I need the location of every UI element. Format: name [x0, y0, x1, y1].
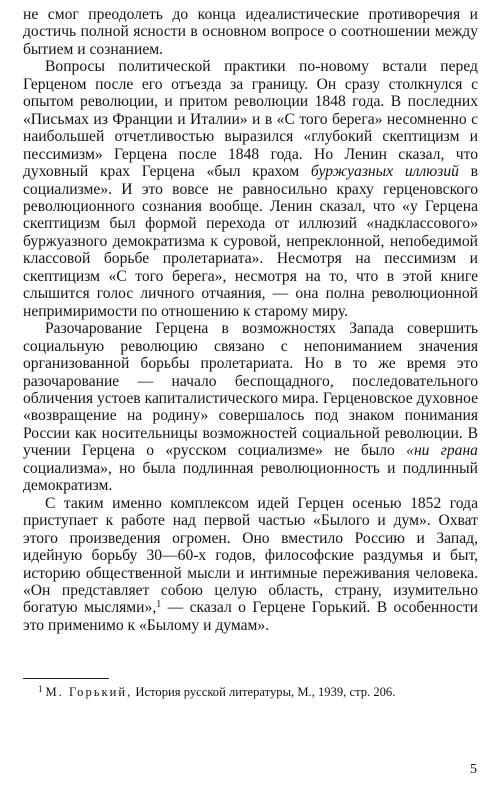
paragraph-3	[23, 320, 478, 495]
paragraph-3-text-a: Разочарование Герцена в возможностях Запада совершить социальную революцию связано с непониманием значения организованной борьбы пролетариата. Но в то же время это разочарование — начало беспощадного, последовательного обличения устоев капиталистического мира. Герценовское духовное «возвращение на родину» совершалось под знаком понимания России как носительницы возможностей социальной революции. В учении Герцена о «русском социализме» не было	[23, 320, 478, 460]
page-number: 5	[470, 762, 477, 777]
footnote-number: 1	[38, 684, 43, 694]
paragraph-2	[23, 58, 478, 320]
paragraph-3-text-b: социализма», но была подлинная революционность и подлинный демократизм.	[23, 459, 478, 495]
footnote-reference[interactable]: 1	[156, 599, 162, 611]
paragraph-2-text-a: Вопросы политической практики по-новому встали перед Герценом после его отъезда за границу. Он сразу столкнулся с опытом революции, и притом революции 1848 года. В последних «Письмах из Франции и Италии» и в «С того берега» несомненно с наибольшей отчетливостью выразился «глубокий скептицизм и пессимизм» Герцена после 1848 года. Но Ленин сказал, что духовный крах Герцена «был крахом	[23, 58, 478, 181]
paragraph-1	[23, 6, 478, 58]
paragraph-2-text-b: в социализме». И это вовсе не равносильно краху герценовского революционного сознания вообще. Ленин сказал, что «у Герцена скептицизм был формой перехода от иллюзий «надклассового» буржуазного демократизма к суровой, непреклонной, непобедимой классовой борьбе пролетариата». Несмотря на пессимизм и скептицизм «С того берега», несмотря на то, что в этой книге слышится голос личного отчаяния, — она полна революционной непримиримости по отношению к старому миру.	[23, 163, 478, 320]
paragraph-4-text-a: С таким именно комплексом идей Герцен осенью 1852 года приступает к работе над первой частью «Былого и дум». Охват этого произведения огромен. Оно вместило Россию и Запад, идейную борьбу 30—60-х годов, философские раздумья и быт, историю общественной мысли и интимные переживания человека. «Он представляет собою целую область, страну, изумительно богатую мыслями»,	[23, 494, 478, 617]
footnote-divider	[23, 678, 109, 679]
paragraph-2-emphasis: буржуазных иллюзий	[310, 163, 459, 181]
paragraph-1-text: не смог преодолеть до конца идеалистические противоречия и достичь полной ясности в основном вопросе о соотношении между бытием и сознанием.	[23, 6, 478, 58]
page-body	[23, 6, 478, 634]
footnote	[23, 684, 478, 700]
paragraph-4	[23, 495, 478, 635]
paragraph-3-emphasis: «ни грана	[406, 442, 478, 460]
footnote-author: М. Горький,	[45, 685, 133, 699]
paragraph-4-text-b: — сказал о Герцене Горький. В особенности это применимо к «Былому и думам».	[23, 599, 478, 634]
footnote-text: История русской литературы, М., 1939, стр. 206.	[132, 685, 396, 699]
